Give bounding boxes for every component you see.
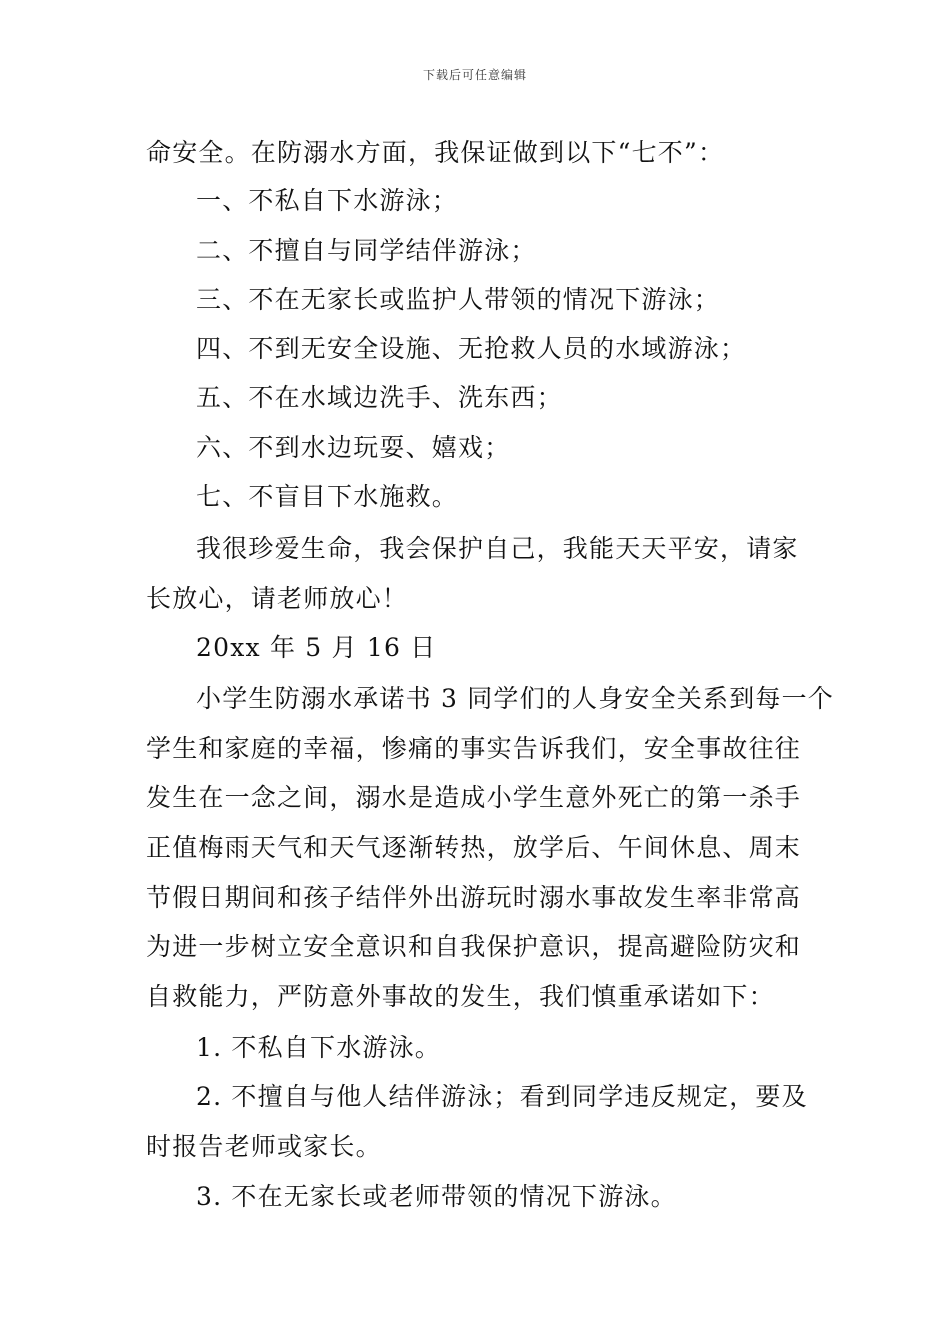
- rule-item: 五、不在水域边洗手、洗东西；: [196, 383, 563, 412]
- paragraph-line: 正值梅雨天气和天气逐渐转热，放学后、午间休息、周末: [146, 833, 802, 862]
- rule-item: 七、不盲目下水施救。: [196, 482, 459, 511]
- rule-item: 三、不在无家长或监护人带领的情况下游泳；: [196, 285, 721, 314]
- paragraph-line: 学生和家庭的幸福，惨痛的事实告诉我们，安全事故往往: [146, 734, 802, 763]
- rule-item: 六、不到水边玩耍、嬉戏；: [196, 433, 511, 462]
- text-line: 命安全。在防溺水方面，我保证做到以下“七不”：: [146, 138, 725, 167]
- commitment-item: 2. 不擅自与他人结伴游泳；看到同学违反规定，要及: [196, 1082, 808, 1111]
- paragraph-line: 节假日期间和孩子结伴外出游玩时溺水事故发生率非常高: [146, 883, 802, 912]
- rule-item: 二、不擅自与同学结伴游泳；: [196, 236, 537, 265]
- paragraph-line: 自救能力，严防意外事故的发生，我们慎重承诺如下：: [146, 982, 775, 1011]
- paragraph-line: 长放心，请老师放心！: [146, 584, 409, 613]
- date-line: 20xx 年 5 月 16 日: [196, 633, 437, 662]
- commitment-item: 时报告老师或家长。: [146, 1132, 382, 1161]
- page-header: 下载后可任意编辑: [422, 68, 527, 82]
- rule-item: 四、不到无安全设施、无抢救人员的水域游泳；: [196, 334, 747, 363]
- commitment-item: 1. 不私自下水游泳。: [196, 1033, 442, 1062]
- paragraph-line: 小学生防溺水承诺书 3 同学们的人身安全关系到每一个: [196, 684, 835, 713]
- rule-item: 一、不私自下水游泳；: [196, 186, 459, 215]
- paragraph-line: 为进一步树立安全意识和自我保护意识，提高避险防灾和: [146, 932, 802, 961]
- paragraph-line: 我很珍爱生命，我会保护自己，我能天天平安，请家: [196, 534, 799, 563]
- paragraph-line: 发生在一念之间，溺水是造成小学生意外死亡的第一杀手: [146, 783, 802, 812]
- commitment-item: 3. 不在无家长或老师带领的情况下游泳。: [196, 1182, 677, 1211]
